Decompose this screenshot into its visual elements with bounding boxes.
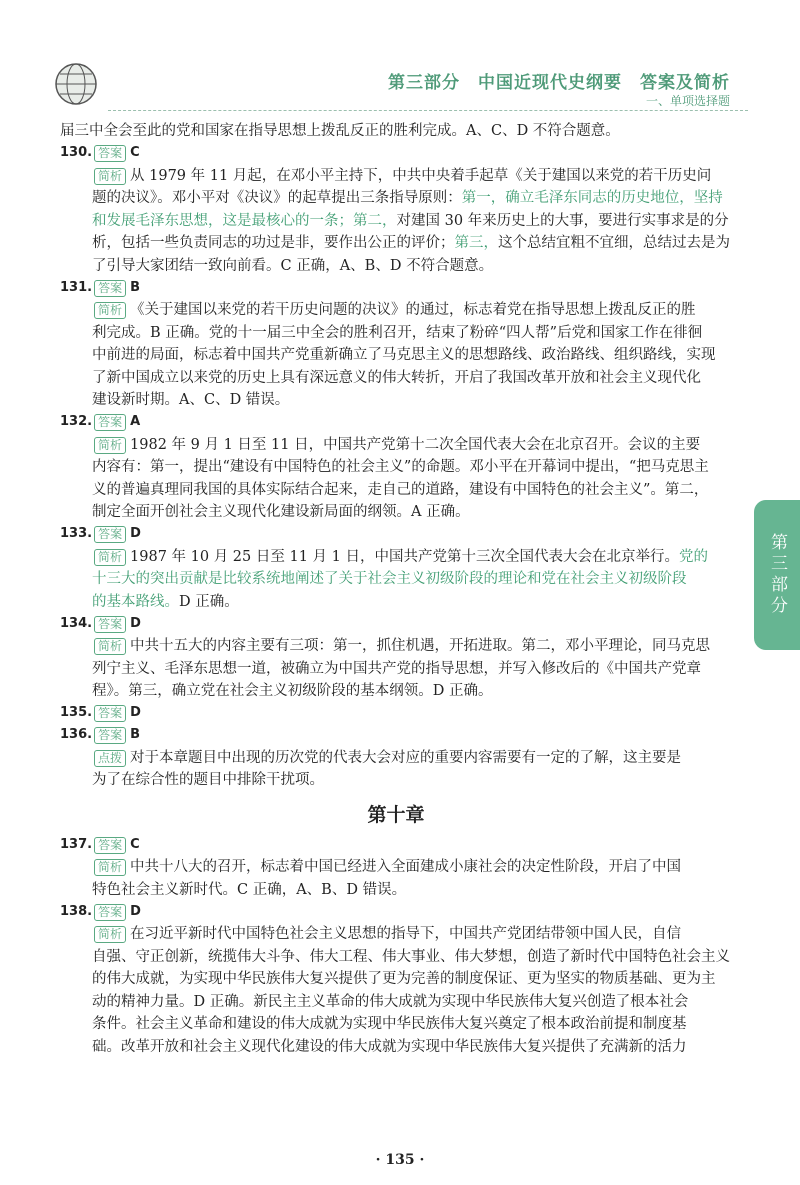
analysis-badge: 简析 (94, 168, 126, 185)
question-137: 137. 答案 C (60, 834, 732, 856)
analysis-137: 简析 中共十八大的召开，标志着中国已经进入全面建成小康社会的决定性阶段，开启了中国 特色社会主义新时代。C 正确，A、B、D 错误。 (92, 859, 682, 898)
analysis-badge: 简析 (94, 638, 126, 655)
answer-badge: 答案 (94, 727, 126, 744)
question-136: 136. 答案 B (60, 725, 732, 747)
answer-value: B (130, 727, 141, 743)
chapter-heading: 第十章 (367, 803, 425, 826)
answer-badge: 答案 (94, 837, 126, 854)
answer-badge: 答案 (94, 414, 126, 431)
answer-value: A (130, 414, 141, 430)
answer-badge: 答案 (94, 616, 126, 633)
section-side-tab: 第三部分 (754, 500, 800, 650)
page-header (0, 0, 800, 120)
answer-badge: 答案 (94, 145, 126, 162)
answer-value: B (130, 279, 141, 295)
analysis-badge: 简析 (94, 549, 126, 566)
analysis-133: 简析 1987 年 10 月 25 日至 11 月 1 日，中国共产党第十三次全国代表大会在北京举行。党的 十三大的突出贡献是比较系统地阐述了关于社会主义初级阶段的理论和党在社会主义初级阶段 的基本路线。D 正确。 (92, 548, 708, 610)
answer-value: D (130, 615, 141, 631)
tip-badge: 点拨 (94, 750, 126, 767)
page-number: · 135 · (375, 1152, 425, 1168)
answer-badge: 答案 (94, 280, 126, 297)
analysis-131: 简析 《关于建国以来党的若干历史问题的决议》的通过，标志着党在指导思想上拨乱反正的胜 利完成。B 正确。党的十一届三中全会的胜利召开，结束了粉碎“四人帮”后党和国家工作在徘徊 中前进的局面，标志着中国共产党重新确立了马克思主义的思想路线、政治路线、组织路线，实现 了新中国成立以来党的历史上具有深远意义的伟大转折，开启了我国改革开放和社会主义现代化 建设新时期。A、C、D 错误。 (92, 302, 716, 408)
question-138: 138. 答案 D (60, 901, 732, 923)
tip-136: 点拨 对于本章题目中出现的历次党的代表大会对应的重要内容需要有一定的了解，这主要是 为了在综合性的题目中排除干扰项。 (92, 749, 682, 788)
question-131: 131. 答案 B (60, 277, 732, 299)
analysis-badge: 简析 (94, 859, 126, 876)
header-title: 第三部分 中国近现代史纲要 答案及简析 (388, 73, 730, 93)
analysis-badge: 简析 (94, 926, 126, 943)
analysis-134: 简析 中共十五大的内容主要有三项：第一，抓住机遇，开拓进取。第二，邓小平理论，同马克思 列宁主义、毛泽东思想一道，被确立为中国共产党的指导思想，并写入修改后的《中国共产党章 程》。第三，确立党在社会主义初级阶段的基本纲领。D 正确。 (92, 638, 711, 699)
answer-value: D (130, 705, 141, 721)
answer-badge: 答案 (94, 904, 126, 921)
answer-badge: 答案 (94, 705, 126, 722)
answer-value: D (130, 526, 141, 542)
question-132: 132. 答案 A (60, 412, 732, 434)
globe-icon (54, 62, 98, 106)
answer-content (60, 120, 732, 1058)
answer-value: C (130, 145, 140, 161)
analysis-badge: 简析 (94, 437, 126, 454)
header-divider (108, 110, 748, 111)
intro-text: 届三中全会至此的党和国家在指导思想上拨乱反正的胜利完成。A、C、D 不符合题意。 (60, 123, 620, 139)
answer-badge: 答案 (94, 526, 126, 543)
header-subtitle: 一、单项选择题 (645, 94, 730, 108)
question-135: 135. 答案 D (60, 703, 732, 725)
question-133: 133. 答案 D (60, 524, 732, 546)
analysis-badge: 简析 (94, 302, 126, 319)
answer-value: D (130, 903, 141, 919)
analysis-130: 简析 从 1979 年 11 月起，在邓小平主持下，中共中央着手起草《关于建国以来党的若干历史问 题的决议》。邓小平对《决议》的起草提出三条指导原则：第一，确立毛泽东同志的历史地位，坚持 和发展毛泽东思想，这是最核心的一条；第二，对建国 30 年来历史上的大事，要进行实事求是的分 析，包括一些负责同志的功过是非，要作出公正的评价；第三，这个总结宜粗不宜细，总结过去是为 了引导大家团结一致向前看。C 正确，A、B、D 不符合题意。 (92, 167, 730, 274)
answer-value: C (130, 836, 140, 852)
question-134: 134. 答案 D (60, 613, 732, 635)
question-130: 130. 答案 C (60, 143, 732, 165)
analysis-132: 简析 1982 年 9 月 1 日至 11 日，中国共产党第十二次全国代表大会在北京召开。会议的主要 内容有：第一，提出“建设有中国特色的社会主义”的命题。邓小平在开幕词中提出，“把马克思主 义的普遍真理同我国的具体实际结合起来，走自己的道路，建设有中国特色的社会主义”。第二， 制定全面开创社会主义现代化建设新局面的纲领。A 正确。 (92, 436, 709, 520)
analysis-138: 简析 在习近平新时代中国特色社会主义思想的指导下，中国共产党团结带领中国人民，自信 自强、守正创新，统揽伟大斗争、伟大工程、伟大事业、伟大梦想，创造了新时代中国特色社会主义 的伟大成就，为实现中华民族伟大复兴提供了更为完善的制度保证、更为坚实的物质基础、更为主 动的精神力量。D 正确。新民主主义革命的伟大成就为实现中华民族伟大复兴创造了根本社会 条件。社会主义革命和建设的伟大成就为实现中华民族伟大复兴奠定了根本政治前提和制度基 础。改革开放和社会主义现代化建设的伟大成就为实现中华民族伟大复兴提供了充满新的活力 (92, 926, 730, 1055)
